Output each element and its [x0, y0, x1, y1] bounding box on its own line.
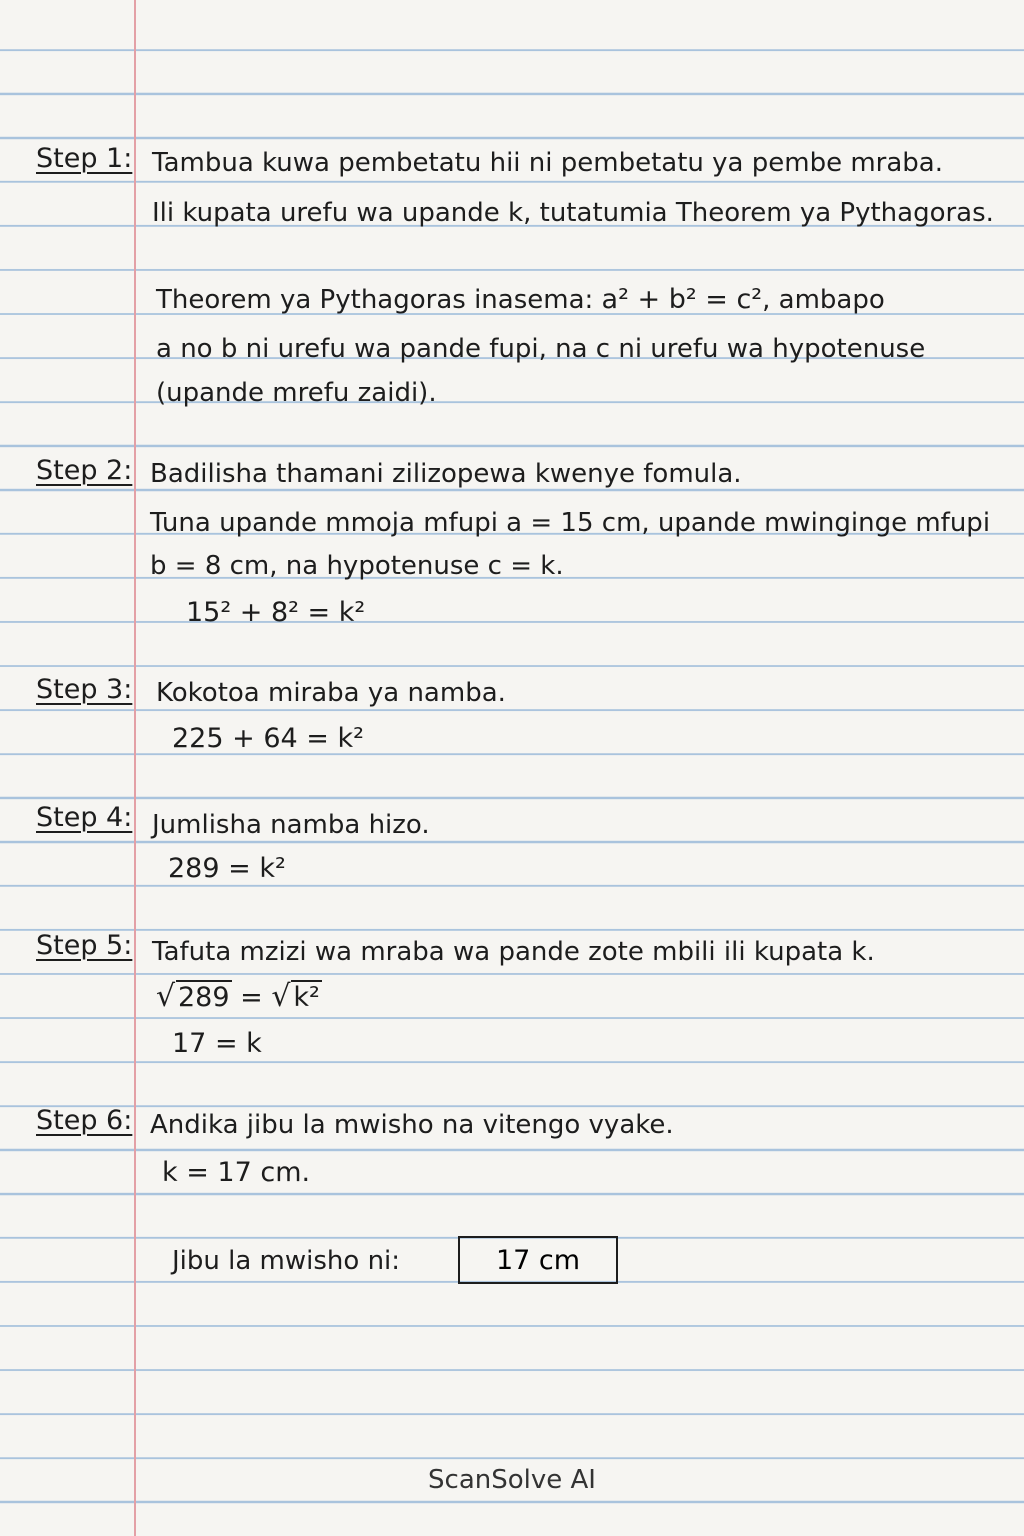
- theorem-tail: , ambapo: [762, 285, 885, 315]
- step-2-line-2: Tuna upande mmoja mfupi a = 15 cm, upande mwinginge mfupi: [150, 508, 991, 538]
- theorem-line-3: (upande mrefu zaidi).: [156, 378, 437, 408]
- step-2-line-1: Badilisha thamani zilizopewa kwenye fomula.: [150, 459, 742, 489]
- step-2-line-3: b = 8 cm, na hypotenuse c = k.: [150, 551, 564, 581]
- step-2-label: Step 2:: [36, 455, 133, 486]
- step-4-line-1: Jumlisha namba hizo.: [152, 810, 430, 840]
- step-2-equation: 15² + 8² = k²: [186, 597, 366, 628]
- step-6-equation: k = 17 cm.: [162, 1157, 311, 1188]
- footer-brand: ScanSolve AI: [428, 1465, 596, 1495]
- final-answer-label: Jibu la mwisho ni:: [172, 1246, 401, 1276]
- step-1-line-2: Ili kupata urefu wa upande k, tutatumia Theorem ya Pythagoras.: [152, 198, 994, 228]
- step-3-line-1: Kokotoa miraba ya namba.: [156, 678, 506, 708]
- step-5-sqrt-equation: √ 289 = √ k²: [156, 982, 322, 1013]
- step-5-equation: 17 = k: [172, 1028, 262, 1059]
- final-answer-box: [458, 1236, 618, 1284]
- theorem-intro: Theorem ya Pythagoras inasema:: [156, 285, 594, 315]
- step-4-equation: 289 = k²: [168, 853, 286, 884]
- step-1-line-1: Tambua kuwa pembetatu hii ni pembetatu ya pembe mraba.: [152, 148, 943, 178]
- margin-line: [134, 0, 136, 1536]
- step-1-label: Step 1:: [36, 143, 133, 174]
- step-5-line-1: Tafuta mzizi wa mraba wa pande zote mbili ili kupata k.: [152, 937, 875, 967]
- step-4-label: Step 4:: [36, 802, 133, 833]
- theorem-line-1: [156, 284, 885, 315]
- sqrt-left: √ 289: [156, 982, 232, 1013]
- step-6-label: Step 6:: [36, 1105, 133, 1136]
- sqrt-right: √ k²: [271, 982, 321, 1013]
- step-5-label: Step 5:: [36, 930, 133, 961]
- theorem-formula: a² + b² = c²: [601, 284, 763, 315]
- step-3-equation: 225 + 64 = k²: [172, 723, 364, 754]
- final-answer-value: 17 cm: [495, 1244, 581, 1276]
- step-6-line-1: Andika jibu la mwisho na vitengo vyake.: [150, 1110, 674, 1140]
- theorem-line-2: a no b ni urefu wa pande fupi, na c ni urefu wa hypotenuse: [156, 334, 926, 364]
- step-3-label: Step 3:: [36, 674, 133, 705]
